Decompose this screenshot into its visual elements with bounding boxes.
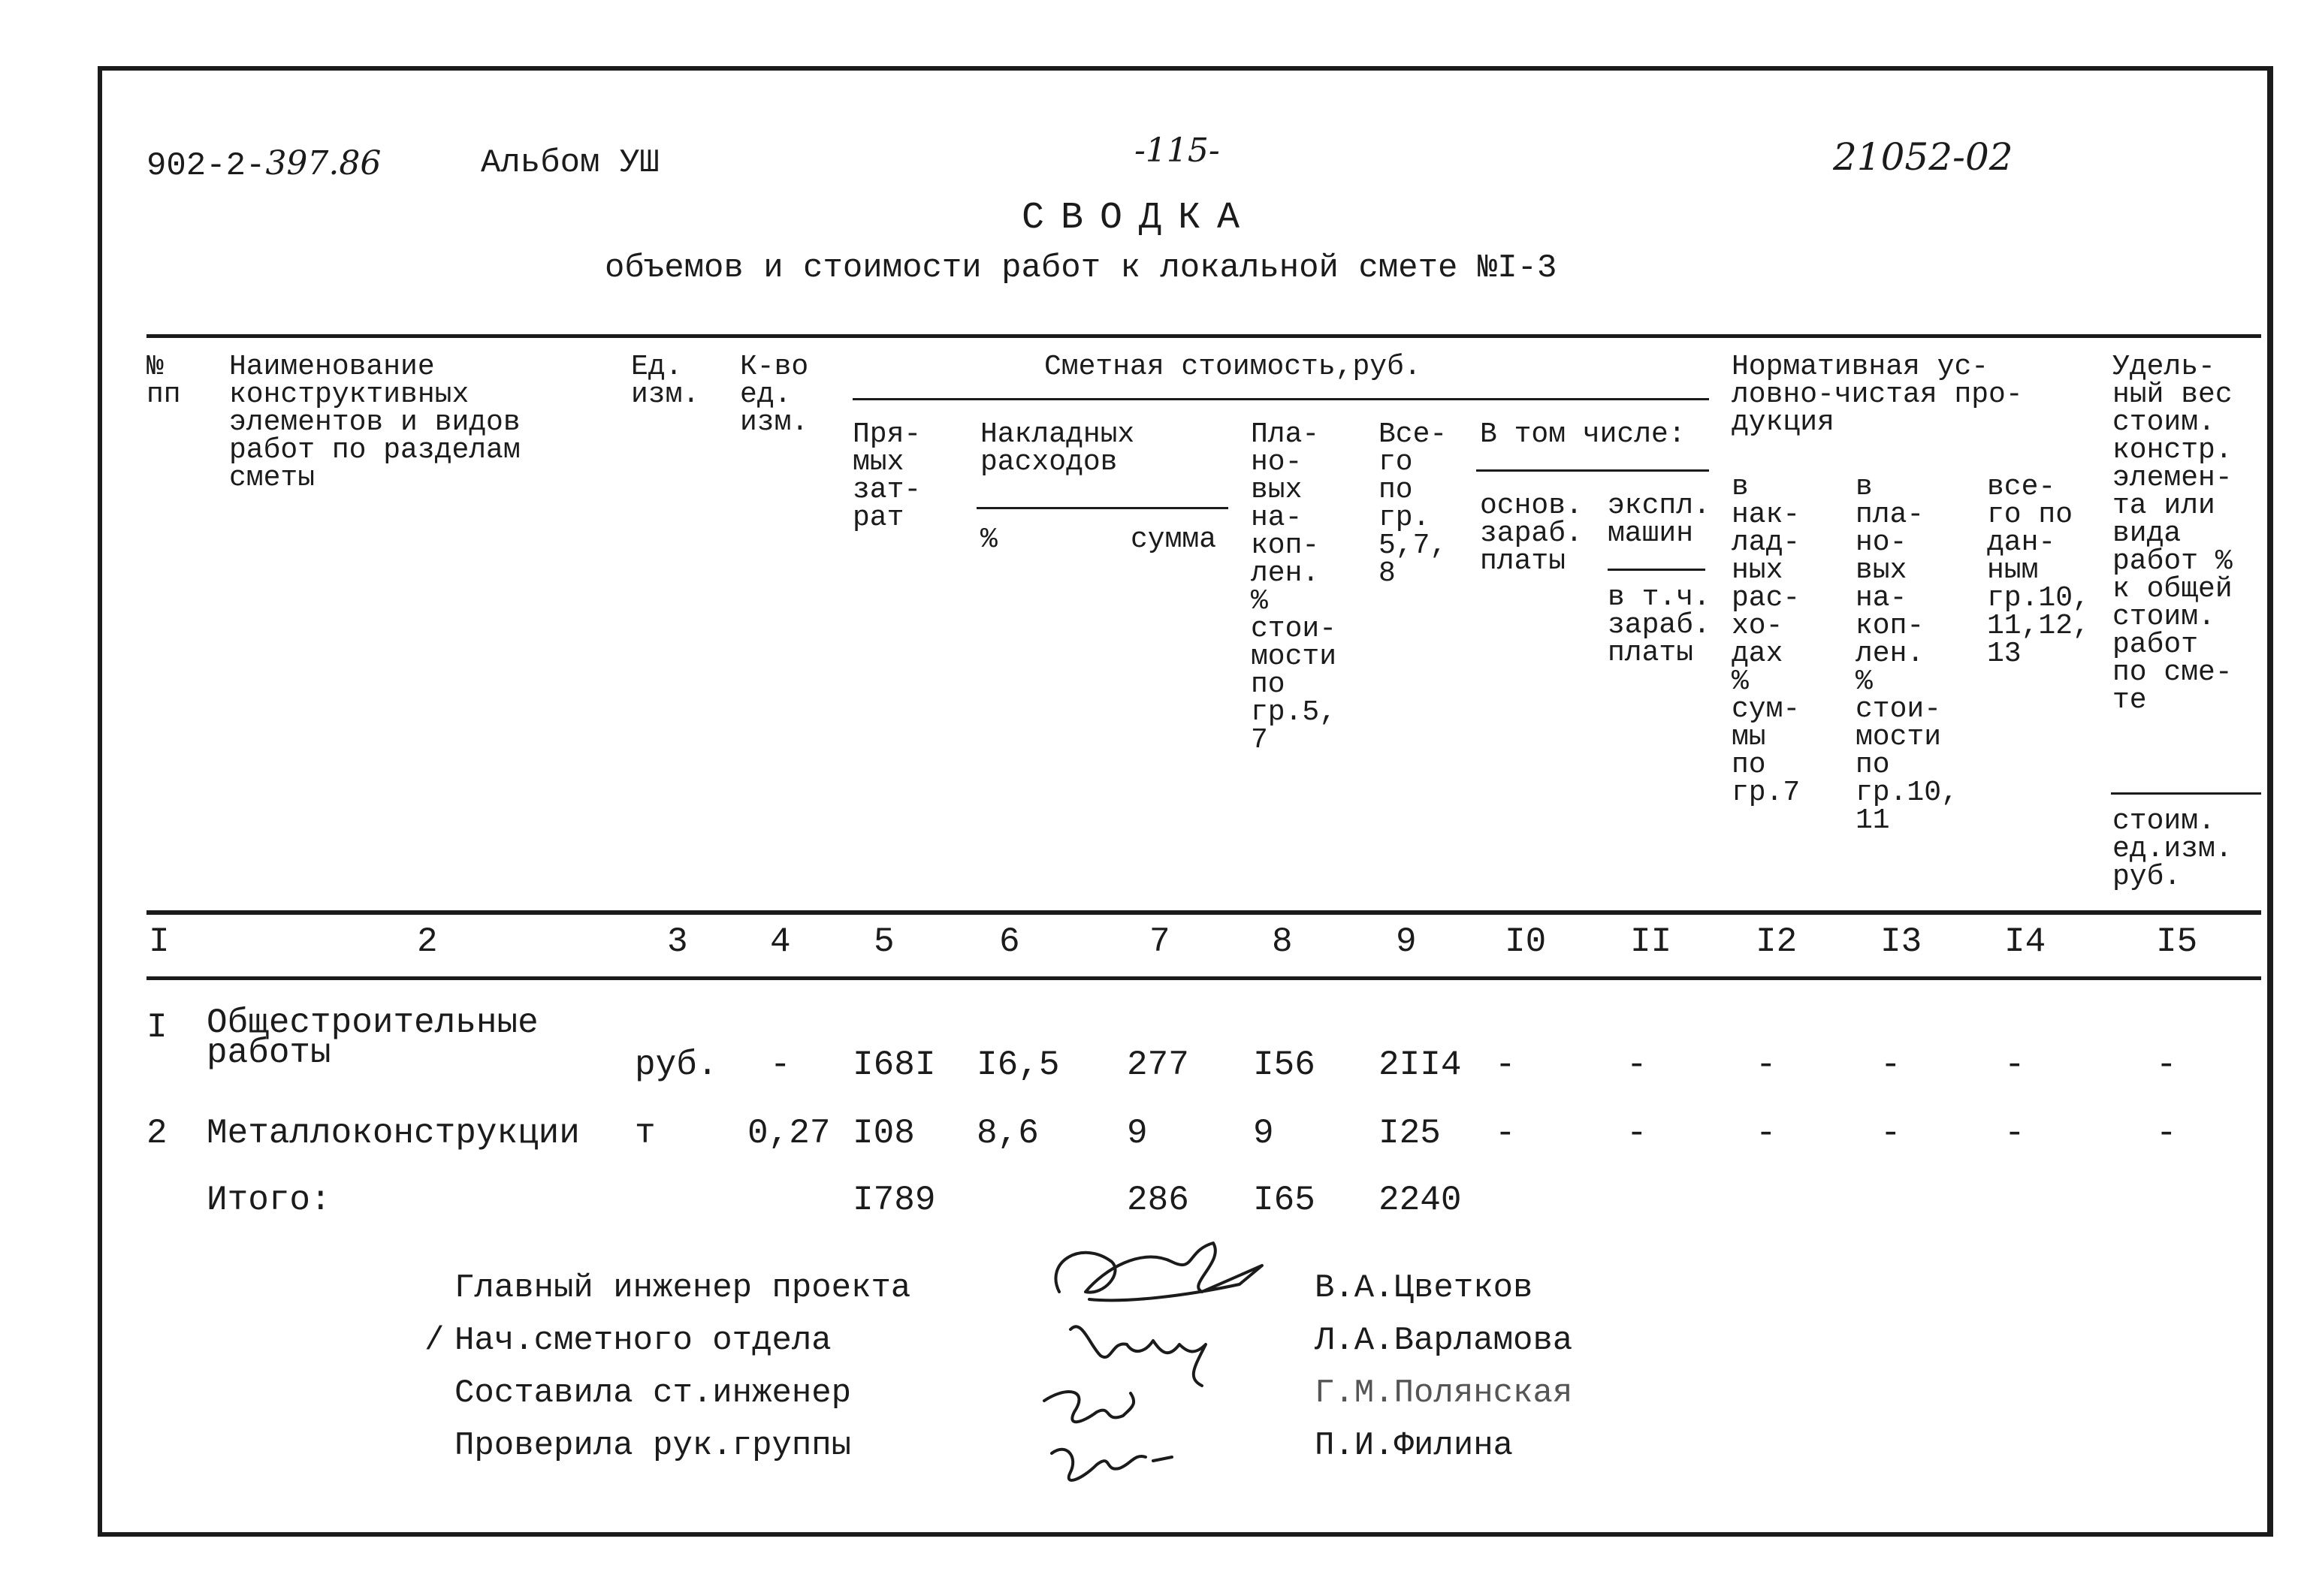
row-machine-operation: - (1626, 1114, 1647, 1153)
overhead-group-rule (977, 507, 1228, 509)
row-unit: т (635, 1114, 656, 1153)
totals-planned-savings: I65 (1253, 1181, 1315, 1220)
signature-scribble-group-lead (1052, 1450, 1172, 1480)
col-header-overhead-sum: сумма (1131, 523, 1217, 556)
col-header-unit-cost: стоим. ед.изм. руб. (2112, 805, 2233, 893)
row-share: - (2156, 1114, 2177, 1153)
row-direct-costs: I68I (853, 1045, 936, 1085)
column-number: I (149, 922, 170, 961)
row-number: I (146, 1008, 168, 1047)
row-name: Металлоконструкции (207, 1114, 580, 1153)
col-header-norm-planned: в пла- но- вых на- коп- лен. % стои- мости по гр.10, 11 (1856, 471, 1958, 837)
signature-scribble-senior-engineer (1044, 1392, 1134, 1422)
row-planned-savings: I56 (1253, 1045, 1315, 1085)
col-header-share-percent: Удель- ный вес стоим. констр. элемен- та или вида работ % к общей стоим. работ по сме- те (2112, 351, 2233, 717)
signature-role: Главный инженер проекта (454, 1269, 911, 1307)
signature-role: Проверила рук.группы (454, 1427, 852, 1465)
document-number: 21052-02 (1833, 135, 2013, 179)
col-group-estimated-cost: Сметная стоимость,руб. (1044, 351, 1421, 383)
row-base-wages: - (1495, 1045, 1516, 1085)
row-base-wages: - (1495, 1114, 1516, 1153)
header-bottom-rule (146, 910, 2261, 915)
column-number: 5 (874, 922, 895, 961)
col-header-number: № пп (146, 351, 181, 411)
column-number: I2 (1756, 922, 1798, 961)
row-direct-costs: I08 (853, 1114, 915, 1153)
column-number: 9 (1396, 922, 1417, 961)
column-number: I5 (2156, 922, 2198, 961)
row-norm-total: - (2004, 1114, 2025, 1153)
col-header-overhead-pct: % (980, 523, 998, 556)
column-number: 3 (667, 922, 688, 961)
signature-name: В.А.Цветков (1315, 1269, 1533, 1307)
col-header-norm-total: все- го по дан- ным гр.10, 11,12, 13 (1987, 471, 2090, 670)
row-machine-operation: - (1626, 1045, 1647, 1085)
col-header-machine-wages: в т.ч. зараб. платы (1608, 581, 1711, 669)
row-overhead-pct: I6,5 (977, 1045, 1060, 1085)
signature-scribble-estimating-head (1070, 1326, 1206, 1386)
signature-scribble-chief-engineer (1055, 1243, 1262, 1300)
handwritten-signatures (999, 1232, 1292, 1502)
c15-subrule (2111, 792, 2261, 795)
col-header-direct-costs: Пря- мых зат- рат (853, 418, 922, 534)
signature-name: П.И.Филина (1315, 1427, 1514, 1465)
row-total: 2II4 (1378, 1045, 1462, 1085)
row-overhead-sum: 277 (1127, 1045, 1189, 1085)
col-header-planned-savings: Пла- но- вых на- коп- лен. % стои- мости по гр.5, 7 (1251, 418, 1337, 756)
column-number: 8 (1272, 922, 1293, 961)
column-number: I0 (1505, 922, 1547, 961)
row-norm-planned: - (1880, 1045, 1901, 1085)
row-norm-planned: - (1880, 1114, 1901, 1153)
document-title: СВОДКА (1022, 197, 1257, 240)
col-header-unit: Ед. изм. (631, 351, 700, 411)
signature-role: Нач.сметного отдела (454, 1322, 832, 1359)
margin-mark: / (424, 1322, 445, 1359)
col-header-quantity: К-во ед. изм. (740, 351, 809, 439)
machine-subrule (1608, 569, 1705, 571)
row-total: I25 (1378, 1114, 1441, 1153)
row-unit: руб. (635, 1045, 718, 1085)
column-number: 6 (999, 922, 1020, 961)
column-number: 7 (1149, 922, 1170, 961)
row-quantity: 0,27 (747, 1114, 831, 1153)
cost-group-rule (853, 398, 1709, 400)
album-code: 902-2-397.86 (146, 144, 382, 185)
signature-name: Г.М.Полянская (1315, 1374, 1573, 1412)
column-number: 4 (770, 922, 791, 961)
totals-label: Итого: (207, 1181, 331, 1220)
row-norm-total: - (2004, 1045, 2025, 1085)
column-number: II (1630, 922, 1672, 961)
signature-role: Составила ст.инженер (454, 1374, 852, 1412)
column-number: 2 (417, 922, 438, 961)
col-group-overhead: Накладных расходов (980, 418, 1135, 478)
totals-total: 2240 (1378, 1181, 1462, 1220)
row-name: Общестроительные работы (207, 1003, 539, 1073)
totals-direct-costs: I789 (853, 1181, 936, 1220)
col-header-machine-operation: экспл. машин (1608, 490, 1711, 550)
column-number: I3 (1880, 922, 1922, 961)
column-number: I4 (2004, 922, 2046, 961)
document-subtitle: объемов и стоимости работ к локальной смете №I-3 (605, 249, 1557, 287)
col-header-name: Наименование конструктивных элементов и видов работ по разделам сметы (229, 351, 521, 494)
col-header-norm-overhead: в нак- лад- ных рас- хо- дах % сум- мы по гр.7 (1732, 471, 1801, 809)
page-number: -115- (1134, 131, 1220, 170)
row-norm-overhead: - (1756, 1114, 1777, 1153)
row-share: - (2156, 1045, 2177, 1085)
album-label: Альбом УШ (481, 144, 660, 182)
row-overhead-pct: 8,6 (977, 1114, 1039, 1153)
row-quantity: - (770, 1045, 791, 1085)
col-group-including: В том числе: (1480, 418, 1686, 451)
incl-group-rule (1476, 469, 1709, 472)
signature-name: Л.А.Варламова (1315, 1322, 1573, 1359)
row-number: 2 (146, 1114, 168, 1153)
row-overhead-sum: 9 (1127, 1114, 1148, 1153)
row-planned-savings: 9 (1253, 1114, 1274, 1153)
row-norm-overhead: - (1756, 1045, 1777, 1085)
column-numbers-rule (146, 976, 2261, 980)
totals-overhead-sum: 286 (1127, 1181, 1189, 1220)
col-header-base-wages: основ. зараб. платы (1480, 490, 1583, 578)
table-top-rule (146, 334, 2261, 338)
col-header-total: Все- го по гр. 5,7, 8 (1378, 418, 1448, 590)
col-group-normative-product: Нормативная ус- ловно-чистая про- дукция (1732, 351, 2023, 439)
